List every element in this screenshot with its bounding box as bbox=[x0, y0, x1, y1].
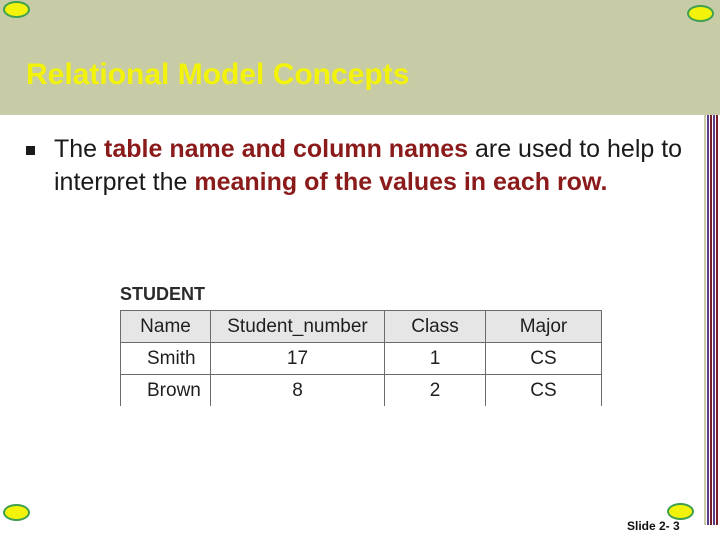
table-row bbox=[121, 375, 602, 407]
column-header: Major bbox=[486, 311, 602, 343]
slide-title: Relational Model Concepts bbox=[26, 58, 410, 91]
table-cell: 1 bbox=[385, 343, 486, 375]
table-row bbox=[121, 343, 602, 375]
side-decoration-bars bbox=[704, 115, 720, 525]
corner-oval-decoration bbox=[667, 503, 694, 520]
table-title: STUDENT bbox=[120, 284, 205, 304]
table-cell: 8 bbox=[211, 375, 385, 407]
bullet-text-part: The bbox=[54, 135, 105, 163]
bullet-text bbox=[54, 133, 684, 199]
bullet-emphasis: meaning of the values in each row. bbox=[194, 168, 608, 196]
corner-oval-decoration bbox=[3, 504, 30, 521]
column-header: Student_number bbox=[211, 311, 385, 343]
bullet-text-part: are used to help to interpret the bbox=[54, 135, 683, 196]
corner-oval-decoration bbox=[687, 5, 714, 22]
bullet-square-icon bbox=[26, 146, 35, 155]
slide-number: Slide 2- 3 bbox=[627, 519, 680, 533]
table-cell: Brown bbox=[121, 375, 211, 407]
student-table bbox=[120, 310, 602, 407]
table-cell: CS bbox=[486, 343, 602, 375]
table-cell: Smith bbox=[121, 343, 211, 375]
table-cell: 2 bbox=[385, 375, 486, 407]
table-header-row bbox=[121, 311, 602, 343]
bullet-emphasis: table name and column names bbox=[104, 135, 469, 163]
column-header: Name bbox=[121, 311, 211, 343]
table-cell: 17 bbox=[211, 343, 385, 375]
table-cell: CS bbox=[486, 375, 602, 407]
corner-oval-decoration bbox=[3, 1, 30, 18]
column-header: Class bbox=[385, 311, 486, 343]
